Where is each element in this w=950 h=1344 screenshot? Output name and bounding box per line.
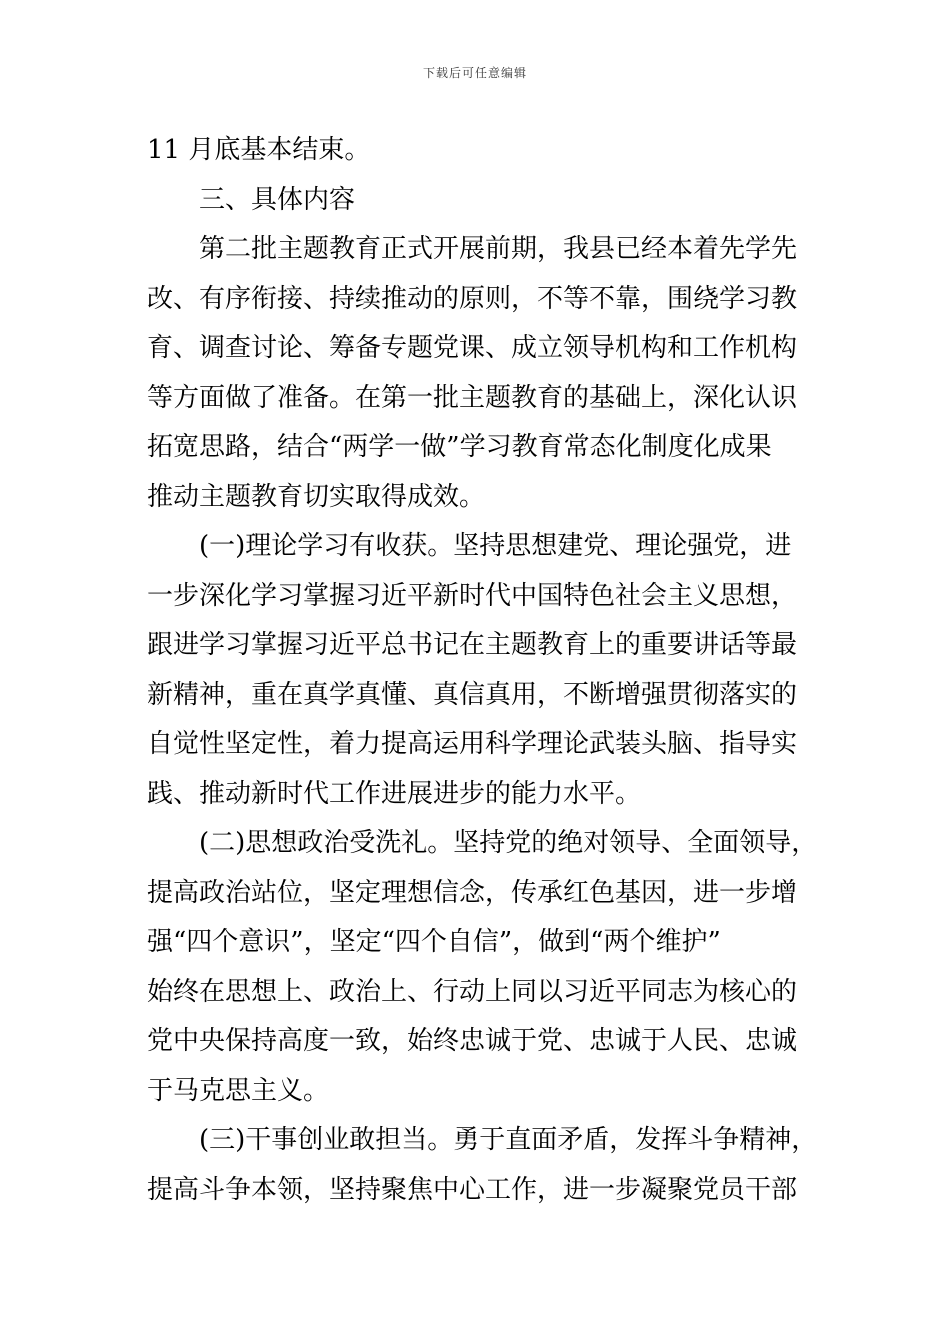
text-line: 等方面做了准备。在第一批主题教育的基础上，深化认识 bbox=[147, 382, 798, 413]
text-line: 提高政治站位，坚定理想信念，传承红色基因，进一步增 bbox=[147, 877, 798, 908]
text-line: 践、推动新时代工作进展进步的能力水平。 bbox=[147, 778, 642, 809]
text-line: 自觉性坚定性，着力提高运用科学理论武装头脑、指导实 bbox=[147, 729, 798, 759]
text-line: (三)干事创业敢担当。勇于直面矛盾，发挥斗争精神， bbox=[199, 1125, 818, 1155]
text-line: 提高斗争本领，坚持聚焦中心工作，进一步凝聚党员干部 bbox=[147, 1174, 798, 1205]
text-line: 改、有序衔接、持续推动的原则，不等不靠，围绕学习教 bbox=[147, 283, 798, 314]
text-line: 育、调查讨论、筹备专题党课、成立领导机构和工作机构 bbox=[147, 333, 798, 363]
page-header: 下载后可任意编辑 bbox=[422, 66, 527, 80]
text-line: 于马克思主义。 bbox=[147, 1075, 330, 1106]
text-line: 第二批主题教育正式开展前期，我县已经本着先学先 bbox=[199, 234, 798, 264]
text-line: 强“四个意识”，坚定“四个自信”，做到“两个维护” bbox=[147, 927, 721, 957]
text-line: (二)思想政治受洗礼。坚持党的绝对领导、全面领导， bbox=[199, 828, 818, 858]
section-heading: 三、具体内容 bbox=[199, 184, 356, 215]
text-line: 11 月底基本结束。 bbox=[147, 135, 371, 165]
text-line: 拓宽思路，结合“两学一做”学习教育常态化制度化成果 bbox=[147, 432, 772, 462]
text-line: 党中央保持高度一致，始终忠诚于党、忠诚于人民、忠诚 bbox=[147, 1026, 798, 1056]
document-body bbox=[147, 126, 827, 1215]
text-line: (一)理论学习有收获。坚持思想建党、理论强党，进 bbox=[199, 531, 792, 561]
text-line: 始终在思想上、政治上、行动上同以习近平同志为核心的 bbox=[147, 976, 798, 1007]
text-line: 跟进学习掌握习近平总书记在主题教育上的重要讲话等最 bbox=[147, 630, 798, 660]
text-line: 一步深化学习掌握习近平新时代中国特色社会主义思想， bbox=[147, 580, 798, 611]
text-line: 推动主题教育切实取得成效。 bbox=[147, 481, 486, 512]
text-line: 新精神，重在真学真懂、真信真用，不断增强贯彻落实的 bbox=[147, 679, 798, 710]
